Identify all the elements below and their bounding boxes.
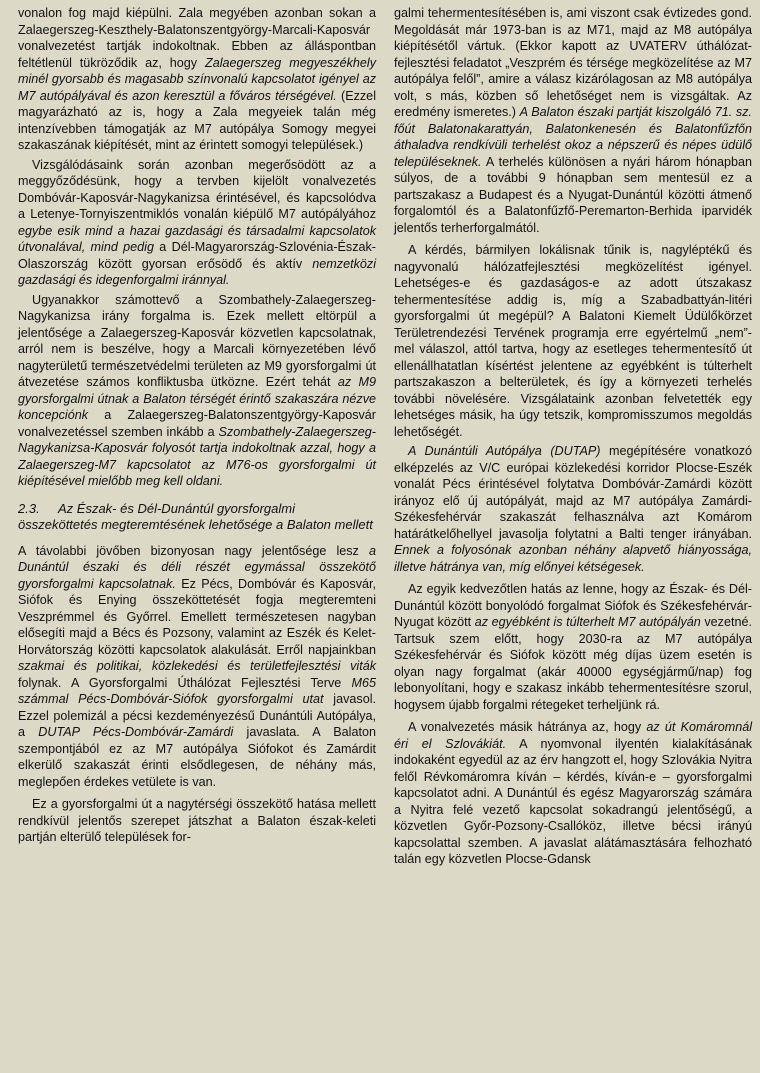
section-title: Az Észak- és Dél-Dunántúl gyorsforgalmi összeköttetés megteremtésének lehetősége a Balaton mellett (18, 500, 373, 532)
paragraph: A távolabbi jövőben bizonyosan nagy jelentősége lesz a Dunántúl északi és déli részét egymással összekötő gyorsforgalmi kapcsolatnak. Ez Pécs, Dombóvár és Kaposvár, Siófok és Enying összeköttetését fogja megteremteni Veszprémmel és Győrrel. Emellett természetesen nagyban elősegíti majd a Bécs és Pozsony, valamint az Eszék és Kelet-Horvátország közötti kapcsolatok alakulását. Erről napjainkban szakmai és politikai, közlekedési és területfejlesztési viták folynak. A Gyorsforgalmi Úthálózat Fejlesztési Terve M65 számmal Pécs-Dombóvár-Siófok gyorsforgalmi utat javasol. Ezzel polemizál a pécsi kezdeményezésű Dunántúli Autópálya, a DUTAP Pécs-Dombóvár-Zamárdi javaslata. A Balaton szempontjából ez az M7 autópálya Siófokot és Zamárdit elkerülő szakaszát érinti elsődlegesen, de néhány más, meglepően érdekes vetülete is van. (18, 543, 377, 789)
left-column (18, 5, 376, 849)
paragraph: Ugyanakkor számottevő a Szombathely-Zalaegerszeg-Nagykanizsa irány forgalma is. Ezek mellett eltörpül a jelentősége a Zalaegerszeg-Kaposvár közvetlen kapcsolatnak, arról nem is beszélve, hogy a Marcali környezetében lévő nagyterületű természetvédelmi területen az M9 gyorsforgalmi út átvezetése számos konfliktusba ütközne. Ezért tehát az M9 gyorsforgalmi útnak a Balaton térségét érintő szakaszára nézve koncepciónk a Zalaegerszeg-Balatonszentgyörgy-Kaposvár vonalvezetéssel szemben inkább a Szombathely-Zalaegerszeg-Nagykanizsa-Kaposvár folyosót tartja indokoltnak azzal, hogy a Zalaegerszeg-M7 kapcsolatot az M76-os gyorsforgalmi út kiépítésével mielőbb meg kell oldani. (18, 292, 376, 488)
paragraph: A vonalvezetés másik hátránya az, hogy az út Komáromnál éri el Szlovákiát. A nyomvonal ilyentén kialakításának indokaként egyedül az az érv hangzott el, hogy Szlovákia Nyitra felől Révkomáromra kíván – kérdés, kíván-e – gyorsforgalmi kapcsolatot adni. A Dunántúl és egész Magyarország számára a Nyitra felé vezető kapcsolat sokadrangú jelentőségű, a közvetlen Győr-Pozsony-Csallóköz, illetve bécsi irányú kapcsolattal szemben. A javaslat alátámasztására felhozható talán egy közvetlen Plocse-Gdansk (394, 720, 752, 866)
paragraph: Vizsgálódásaink során azonban megerősödött az a meggyőződésünk, hogy a tervben kijelölt vonalvezetés Dombóvár-Kaposvár-Nagykanizsa érintésével, és kapcsolódva a Letenye-Tornyiszentmiklós vonalán kiépülő M7 autópályához egybe esik mind a hazai gazdasági és társadalmi kapcsolatok útvonalával, mind pedig a Dél-Magyarország-Szlovénia-Észak-Olaszország között gyorsan erősödő és aktív nemzetközi gazdasági és idegenforgalmi iránnyal. (18, 157, 377, 287)
paragraph: vonalon fog majd kiépülni. Zala megyében azonban sokan a Zalaegerszeg-Keszthely-Balatonszentgyörgy-Marcali-Kaposvár vonalvezetést tartják indokoltnak. Ebben az álláspontban feltétlenül tükröződik az, hogy Zalaegerszeg megyeszékhely minél gyorsabb és magasabb színvonalú kapcsolatot igényel az M7 autópályával és azon keresztül a főváros térségével. (Ezzel magyarázható az is, hogy a Zala megyeiek talán még intenzívebben támogatják az M7 autópálya Somogy megyei szakaszának kiépítését, mint az érintett somogyi települések.) (18, 6, 376, 152)
paragraph: galmi tehermentesítésében is, ami viszont csak évtizedes gond. Megoldását már 1973-ban is az M71, majd az M8 autópálya kiépítésétől vártuk. (Ekkor kapott az UVATERV úthálózat-fejlesztési feladatot „Veszprém és térsége megközelítése az M7 autópálya felől”, amire a válasz kizárólagosan az M8 autópálya volt, s más, közben ső lehetőséget nem is vizsgáltak. Az eredmény ismeretes.) A Balaton északi partját kiszolgáló 71. sz. főút Balatonakarattyán, Balatonkenesén és Balatonfűzfőn áthaladva rendkívüli terhelést okoz a népszerű és népes üdülő településeknek. A terhelés különösen a nyári három hónapban súlyos, de a további 9 hónapban sem mentesül ez a partszakasz a Budapest és a Nyugat-Dunántúl közötti átmenő forgalomtól és a Balatonfűzfő-Peremarton-Berhida iparvidék jelentős terherforgalmától. (394, 6, 752, 235)
paragraph: Ez a gyorsforgalmi út a nagytérségi összekötő hatása mellett rendkívül jelentős szerepet játszhat a Balaton észak-keleti partján elterülő települések for- (18, 797, 376, 844)
paragraph: A Dunántúli Autópálya (DUTAP) megépítésére vonatkozó elképzelés az V/C európai közlekedési korridor Plocse-Eszék vonalát Pécs érintésével folytatva Dombóvár-Zamárdi között irányoz elő új autópályát, majd az M7 autópálya Zamárdi-Székesfehérvár szakaszát felhasználva azt Komárom határátkelőhellyel javasolja folytatni a Balti tenger irányában. Ennek a folyosónak azonban néhány alapvető hiányossága, illetve hátránya van, míg előnyei kétségesek. (394, 444, 752, 574)
section-heading (18, 501, 376, 534)
right-column (394, 5, 752, 871)
section-number: 2.3. (18, 500, 40, 516)
paragraph: Az egyik kedvezőtlen hatás az lenne, hogy az Észak- és Dél-Dunántúl között bonyolódó forgalmat Siófok és Székesfehérvár-Nyugat között az egyébként is túlterhelt M7 autópályán vezetné. Tartsuk szem előtt, hogy 2030-ra az M7 autópálya Székesfehérvár és Siófok között még díjas üzem esetén is olyan nagy forgalmat (akár 40000 egységjármű/nap) fog lebonyolítani, hogy e szakasz inkább tehermentesítésre szorul, hogysem újabb forgalmi rétegeket terheljünk rá. (394, 582, 752, 712)
paragraph: A kérdés, bármilyen lokálisnak tűnik is, nagyléptékű és nagyvonalú hálózatfejlesztési megközelítést igényel. Lehetséges-e és gazdaságos-e az adott útszakasz tehermentesítése addig is, míg a Szabadbattyán-litéri gyorsforgalmi út megépül? A Balatoni Kiemelt Üdülőkörzet Területrendezési Tervének programja erre egyértelmű „nem”-mel válaszol, attól tartva, hogy az esetleges tehermentesítő út ellenállhatatlan kísértést jelentene az egyébként is túlterhelt partszakaszon a belterületek, és így a környezeti terhelés további növelésére. Vizsgálataink azonban felvetették egy lehetséges másik, ha úgy tetszik, kompromisszumos megoldás lehetőségét. (394, 243, 752, 439)
